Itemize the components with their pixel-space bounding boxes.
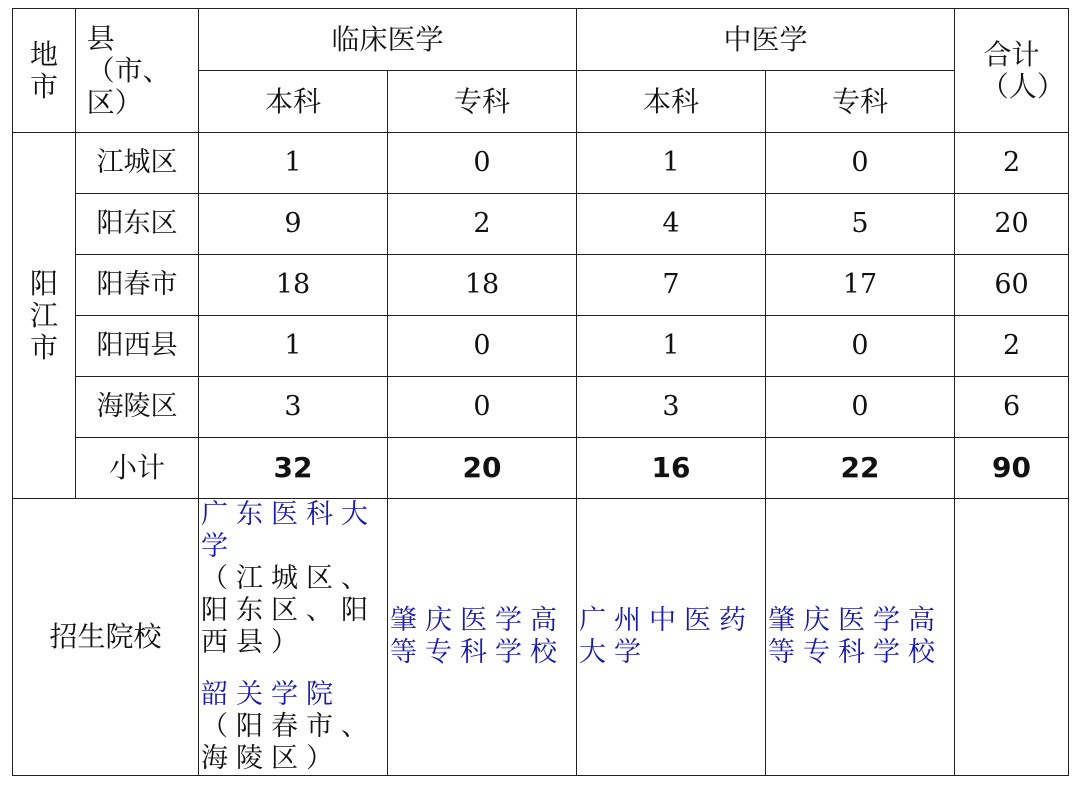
total-cell: 60 <box>955 255 1069 316</box>
subtotal-clinical-bachelor: 32 <box>199 438 388 499</box>
subtotal-tcm-bachelor: 16 <box>577 438 766 499</box>
county-cell: 阳西县 <box>76 316 199 377</box>
clinical-college-cell: 2 <box>388 194 577 255</box>
subtotal-label: 小计 <box>76 438 199 499</box>
school-name: 广州中医药大学 <box>579 605 755 668</box>
header-tcm-bachelor: 本科 <box>577 71 766 133</box>
clinical-college-cell: 0 <box>388 377 577 438</box>
header-clinical-college: 专科 <box>388 71 577 133</box>
table-row <box>13 316 1069 377</box>
county-cell: 阳东区 <box>76 194 199 255</box>
subtotal-row <box>13 438 1069 499</box>
header-county: 县（市、区） <box>76 9 199 133</box>
tcm-college-cell: 0 <box>766 133 955 194</box>
subtotal-total: 90 <box>955 438 1069 499</box>
clinical-bachelor-cell: 1 <box>199 133 388 194</box>
total-cell: 20 <box>955 194 1069 255</box>
county-cell: 阳春市 <box>76 255 199 316</box>
clinical-college-cell: 0 <box>388 316 577 377</box>
clinical-college-cell: 0 <box>388 133 577 194</box>
total-cell: 2 <box>955 133 1069 194</box>
header-city: 地市 <box>13 9 76 133</box>
tcm-bachelor-school <box>577 499 766 776</box>
total-cell: 2 <box>955 316 1069 377</box>
tcm-bachelor-cell: 3 <box>577 377 766 438</box>
total-school-cell <box>955 499 1069 776</box>
county-cell: 江城区 <box>76 133 199 194</box>
header-tcm: 中医学 <box>577 9 955 71</box>
subtotal-clinical-college: 20 <box>388 438 577 499</box>
tcm-bachelor-cell: 1 <box>577 316 766 377</box>
school-note: （阳春市、海陵区） <box>201 711 376 774</box>
tcm-college-cell: 5 <box>766 194 955 255</box>
city-cell: 阳江市 <box>13 133 76 499</box>
clinical-bachelor-cell: 1 <box>199 316 388 377</box>
school-note: （江城区、阳东区、阳西县） <box>201 563 376 658</box>
school-name: 肇庆医学高等专科学校 <box>768 605 944 668</box>
clinical-college-cell: 18 <box>388 255 577 316</box>
county-cell: 海陵区 <box>76 377 199 438</box>
clinical-bachelor-cell: 3 <box>199 377 388 438</box>
enrollment-table <box>12 8 1069 776</box>
clinical-bachelor-cell: 9 <box>199 194 388 255</box>
school-name: 韶关学院 <box>201 679 341 710</box>
school-name: 肇庆医学高等专科学校 <box>390 605 565 668</box>
header-clinical-bachelor: 本科 <box>199 71 388 133</box>
tcm-college-cell: 0 <box>766 316 955 377</box>
table-row <box>13 377 1069 438</box>
clinical-college-school <box>388 499 577 776</box>
clinical-bachelor-schools <box>199 499 388 776</box>
clinical-bachelor-cell: 18 <box>199 255 388 316</box>
schools-row <box>13 499 1069 776</box>
spacer <box>201 659 385 679</box>
tcm-bachelor-cell: 1 <box>577 133 766 194</box>
header-total: 合计（人） <box>955 9 1069 133</box>
schools-label: 招生院校 <box>13 499 199 776</box>
table-row <box>13 255 1069 316</box>
tcm-bachelor-cell: 7 <box>577 255 766 316</box>
school-name: 广东医科大学 <box>201 499 376 562</box>
tcm-college-school <box>766 499 955 776</box>
header-tcm-college: 专科 <box>766 71 955 133</box>
subtotal-tcm-college: 22 <box>766 438 955 499</box>
tcm-bachelor-cell: 4 <box>577 194 766 255</box>
tcm-college-cell: 0 <box>766 377 955 438</box>
table-row <box>13 194 1069 255</box>
total-cell: 6 <box>955 377 1069 438</box>
header-clinical: 临床医学 <box>199 9 577 71</box>
tcm-college-cell: 17 <box>766 255 955 316</box>
table-row <box>13 133 1069 194</box>
